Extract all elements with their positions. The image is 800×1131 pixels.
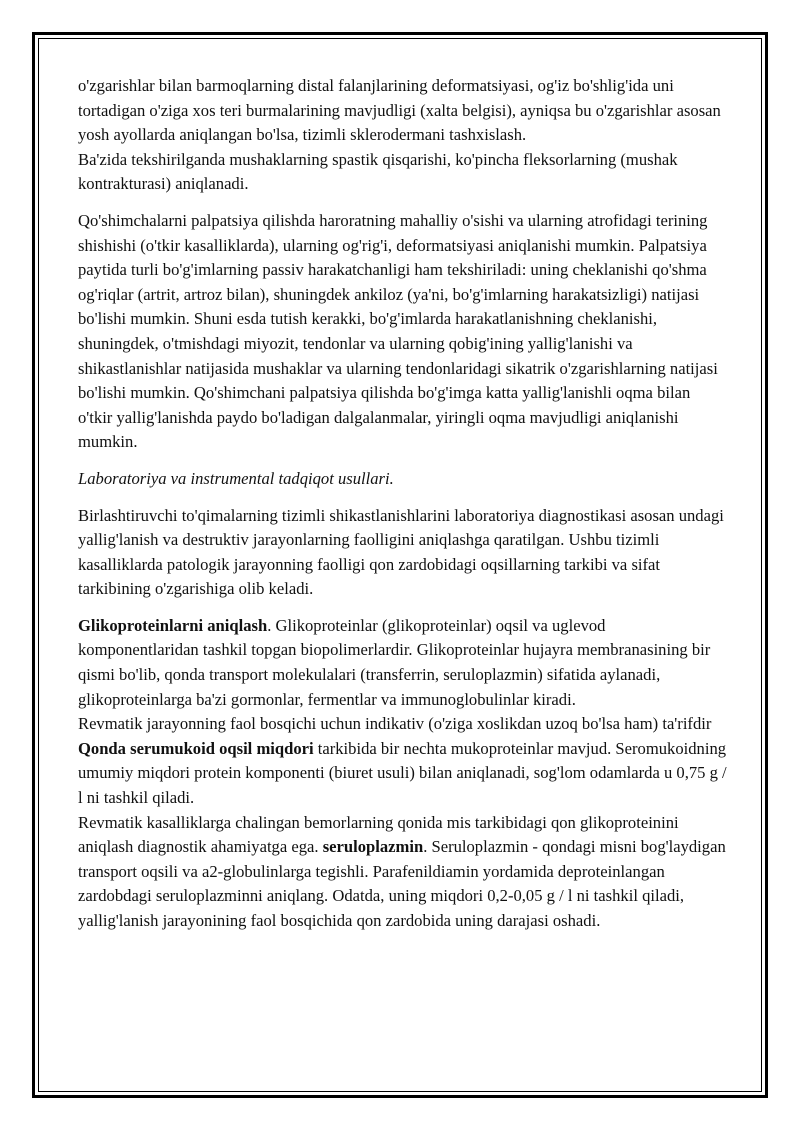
term-ceruloplasmin: seruloplazmin (322, 837, 424, 857)
term-serumucoid: Qonda serumukoid oqsil miqdori (78, 738, 314, 758)
paragraph-ceruloplasmin: Revmatik kasalliklarga chalingan bemorlarning qonida mis tarkibidagi qon glikoproteinini aniqlash diagnostik ahamiyatga ega. seruloplazmin. Seruloplazmin - qondagi misni bog'laydigan transport oqsili va a2-globulinlarga tegishli. Parafenildiamin yordamida deproteinlangan zardobdagi seruloplazminni aniqlang. Odatda, uning miqdori 0,2-0,05 g / l ni tashkil qiladi, yallig'lanish jarayonining faol bosqichida qon zardobida uning darajasi oshadi. (78, 812, 726, 930)
paragraph-skleroderma: o'zgarishlar bilan barmoqlarning distal falanjlarining deformatsiyasi, og'iz bo'shlig'ida uni tortadigan o'ziga xos teri burmalarining mavjudligi (xalta belgisi), ayniqsa bu o'zgarishlar asosan yosh ayollarda aniqlangan bo'lsa, tizimli sklerodermani tashxislash. (78, 76, 721, 145)
paragraph-lab-diagnostics: Birlashtiruvchi to'qimalarning tizimli shikastlanishlarini laboratoriya diagnostikasi asosan undagi yallig'lanish va destruktiv jarayonlarning faolligini aniqlashga qaratilgan. Ushbu tizimli kasalliklarda patologik jarayonning faolligi qon zardobidagi oqsillarning tarkibi va sifat tarkibining o'zgarishiga olib keladi. (78, 505, 724, 599)
paragraph-contracture: Ba'zida tekshirilganda mushaklarning spastik qisqarishi, ko'pincha fleksorlarning (mushak kontrakturasi) aniqlanadi. (78, 149, 678, 194)
paragraph-glycoproteins: Glikoproteinlarni aniqlash. Glikoproteinlar (glikoproteinlar) oqsil va uglevod komponentlaridan tashkil topgan biopolimerlardir. Glikoproteinlar hujayra membranasining bir qismi bo'lib, qonda transport molekulalari (transferrin, seruloplazmin) sifatida aylanadi, glikoproteinlarga ba'zi gormonlar, fermentlar va immunoglobulinlar kiradi. (78, 615, 711, 709)
term-glycoproteins: Glikoproteinlarni aniqlash (78, 615, 268, 635)
document-body (78, 74, 728, 934)
section-heading-lab-methods: Laboratoriya va instrumental tadqiqot usullari. (78, 468, 394, 488)
paragraph-serumucoid: Revmatik jarayonning faol bosqichi uchun indikativ (o'ziga xoslikdan uzoq bo'lsa ham) ta'rifdir Qonda serumukoid oqsil miqdori tarkibida bir nechta mukoproteinlar mavjud. Seromukoidning umumiy miqdori protein komponenti (biuret usuli) bilan aniqlanadi, sog'lom odamlarda u 0,75 g / l ni tashkil qiladi. (78, 714, 727, 808)
paragraph-palpation: Qo'shimchalarni palpatsiya qilishda haroratning mahalliy o'sishi va ularning atrofidagi terining shishishi (o'tkir kasalliklarda), ularning og'rig'i, deformatsiyasi aniqlanishi mumkin. Palpatsiya paytida turli bo'g'imlarning passiv harakatchanligi ham tekshiriladi: uning cheklanishi qo'shma og'riqlar (artrit, artroz bilan), shuningdek ankiloz (ya'ni, bo'g'imlarning harakatsizligi) natijasi bo'lishi mumkin. Shuni esda tutish kerakki, bo'g'imlarda harakatlanishning cheklanishi, shuningdek, o'tmishdagi miyozit, tendonlar va ularning qobig'ining yallig'lanishi va shikastlanishlar natijasida mushaklar va ularning tendonlaridagi sikatrik o'zgarishlarning natijasi bo'lishi mumkin. Qo'shimchani palpatsiya qilishda bo'g'imga katta yallig'lanishli oqma bilan o'tkir yallig'lanishda paydo bo'ladigan dalgalanmalar, yiringli oqma mavjudligi aniqlanishi mumkin. (78, 210, 718, 452)
